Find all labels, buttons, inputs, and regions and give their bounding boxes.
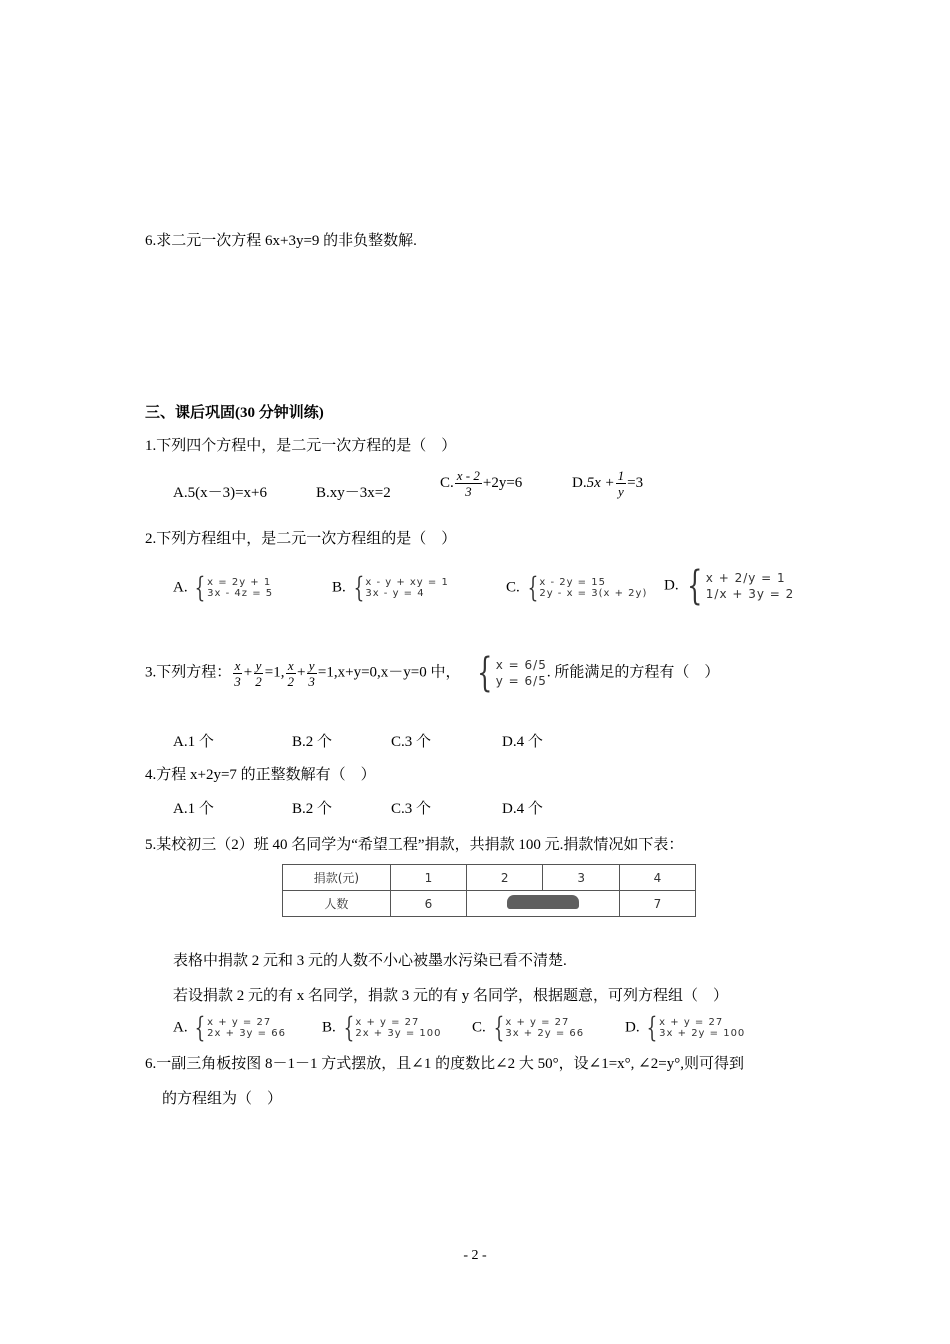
ink-stained-cell [466, 891, 619, 917]
q4-option-b: B.2 个 [292, 801, 333, 817]
q5-c-row-2: 3x + 2y = 66 [505, 1028, 585, 1039]
q5-option-d [625, 1011, 746, 1044]
q1-option-d [572, 468, 643, 499]
q3-eq-2: =1 [317, 664, 334, 681]
q5-option-b [322, 1011, 442, 1044]
q5-d-system [643, 1011, 746, 1044]
q2-d-row-2: 1/x + 3y = 2 [705, 587, 795, 601]
q3-option-a: A.1 个 [173, 734, 214, 750]
q1-option-d-lead: 5x + [586, 474, 615, 491]
q5-a-row-1: x + y = 27 [207, 1017, 272, 1028]
q5-note-1: 表格中捐款 2 元和 3 元的人数不小心被墨水污染已看不清楚. [173, 953, 567, 969]
q5-note-2: 若设捐款 2 元的有 x 名同学，捐款 3 元的有 y 名同学，根据题意，可列方程组（ ） [173, 988, 729, 1004]
q2-a-label: A. [173, 579, 188, 596]
q5-d-row-2: 3x + 2y = 100 [659, 1028, 746, 1039]
q1-option-c [440, 468, 522, 499]
q5-c-system [490, 1011, 585, 1044]
q2-c-row-1: x - 2y = 15 [539, 577, 606, 588]
q5-stem: 5.某校初三（2）班 40 名同学为“希望工程”捐款，共捐款 100 元.捐款情况如下表： [145, 837, 684, 853]
q2-d-system [682, 563, 795, 609]
q1-option-d-label: D. [572, 474, 587, 491]
q2-option-a [173, 571, 274, 604]
q6-line-2: 的方程组为（ ） [162, 1091, 283, 1107]
q3-solution-system [472, 650, 547, 696]
brace-icon: { [477, 650, 493, 696]
q5-option-a [173, 1011, 286, 1044]
brace-icon: { [687, 563, 703, 609]
q3-frac-3-den: 2 [287, 673, 294, 689]
q3-stem [145, 650, 720, 696]
section-title: 三、课后巩固(30 分钟训练) [145, 405, 324, 421]
q1-c-denominator: 3 [465, 484, 472, 499]
q1-option-c-label: C. [440, 474, 454, 491]
table-cell: 6 [390, 891, 466, 917]
brace-icon: { [353, 571, 364, 604]
q3-option-b: B.2 个 [292, 734, 333, 750]
q3-sys-row-1: x = 6/5 [495, 658, 547, 672]
q5-b-label: B. [322, 1019, 336, 1036]
q5-d-row-1: x + y = 27 [659, 1017, 724, 1028]
table-cell: 7 [619, 891, 695, 917]
q3-option-d: D.4 个 [502, 734, 543, 750]
table-cell: 1 [390, 865, 466, 891]
q2-a-system [191, 571, 274, 604]
q5-d-label: D. [625, 1019, 640, 1036]
q3-plus-1: + [243, 664, 253, 681]
q4-option-a: A.1 个 [173, 801, 214, 817]
q1-option-d-fraction [616, 468, 627, 499]
q1-option-b: B.xy－3x=2 [316, 485, 391, 501]
q5-option-c [472, 1011, 585, 1044]
q5-b-system [340, 1011, 442, 1044]
table-cell: 2 [466, 865, 542, 891]
q2-option-d [664, 563, 795, 609]
q2-c-row-2: 2y - x = 3(x + 2y) [539, 588, 648, 599]
q3-frac-4 [306, 658, 317, 689]
q5-a-label: A. [173, 1019, 188, 1036]
q6-line-1: 6.一副三角板按图 8－1－1 方式摆放，且∠1 的度数比∠2 大 50°，设∠1=x°, ∠2=y°,则可得到 [145, 1056, 744, 1072]
q3-frac-4-num: y [308, 657, 315, 673]
q2-b-system [350, 571, 449, 604]
donation-table [282, 864, 696, 917]
q3-frac-4-den: 3 [308, 673, 315, 689]
q2-b-label: B. [332, 579, 346, 596]
q1-c-numerator: x - 2 [456, 468, 480, 483]
q1-d-denominator: y [617, 484, 624, 499]
q2-option-b [332, 571, 449, 604]
table-header-cell: 捐款(元) [283, 865, 391, 891]
q1-option-c-fraction [455, 468, 482, 499]
q3-frac-1-den: 3 [234, 673, 241, 689]
q5-b-row-2: 2x + 3y = 100 [355, 1028, 442, 1039]
q5-a-system [191, 1011, 286, 1044]
q3-frac-1 [232, 658, 243, 689]
table-row [283, 865, 696, 891]
q3-frac-3 [285, 658, 296, 689]
ink-stain-icon [507, 895, 579, 909]
q3-stem-mid: ,x+y=0,x－y=0 中， [333, 664, 461, 681]
q1-option-c-rest: +2y=6 [482, 474, 523, 491]
table-cell: 4 [619, 865, 695, 891]
brace-icon: { [527, 571, 538, 604]
q3-sys-row-2: y = 6/5 [495, 674, 547, 688]
q3-plus-2: + [296, 664, 306, 681]
page-number: - 2 - [463, 1248, 487, 1263]
brace-icon: { [646, 1011, 658, 1044]
q1-option-d-rest: =3 [627, 474, 644, 491]
q5-c-row-1: x + y = 27 [505, 1017, 570, 1028]
q2-d-label: D. [664, 577, 679, 594]
q3-frac-2-den: 2 [255, 673, 262, 689]
q2-c-system [524, 571, 648, 604]
table-row [283, 891, 696, 917]
q3-frac-1-num: x [234, 657, 241, 673]
q1-option-a: A.5(x－3)=x+6 [173, 485, 267, 501]
q2-option-c [506, 571, 648, 604]
table-header-cell: 人数 [283, 891, 391, 917]
question-6-previous: 6.求二元一次方程 6x+3y=9 的非负整数解. [145, 233, 417, 249]
q1-d-numerator: 1 [617, 468, 625, 483]
q2-a-row-2: 3x - 4z = 5 [207, 588, 274, 599]
q2-a-row-1: x = 2y + 1 [207, 577, 272, 588]
q2-stem: 2.下列方程组中，是二元一次方程组的是（ ） [145, 531, 457, 547]
q3-frac-2-num: y [255, 657, 262, 673]
q4-stem: 4.方程 x+2y=7 的正整数解有（ ） [145, 767, 376, 783]
q4-option-c: C.3 个 [391, 801, 432, 817]
q2-b-row-2: 3x - y = 4 [365, 588, 425, 599]
q3-option-c: C.3 个 [391, 734, 432, 750]
q5-c-label: C. [472, 1019, 486, 1036]
brace-icon: { [493, 1011, 504, 1044]
q3-frac-3-num: x [287, 657, 294, 673]
brace-icon: { [194, 1011, 206, 1044]
q2-c-label: C. [506, 579, 520, 596]
brace-icon: { [194, 571, 206, 604]
q2-b-row-1: x - y + xy = 1 [365, 577, 449, 588]
q5-a-row-2: 2x + 3y = 66 [207, 1028, 286, 1039]
q2-d-row-1: x + 2/y = 1 [705, 571, 786, 585]
table-cell: 3 [543, 865, 619, 891]
q3-frac-2 [253, 658, 264, 689]
q1-stem: 1.下列四个方程中，是二元一次方程的是（ ） [145, 438, 457, 454]
q3-stem-suffix: . 所能满足的方程有（ ） [546, 664, 720, 681]
q5-b-row-1: x + y = 27 [355, 1017, 420, 1028]
q3-stem-prefix: 3.下列方程： [145, 664, 232, 681]
brace-icon: { [343, 1011, 354, 1044]
q3-eq-1: =1, [264, 664, 285, 681]
q4-option-d: D.4 个 [502, 801, 543, 817]
